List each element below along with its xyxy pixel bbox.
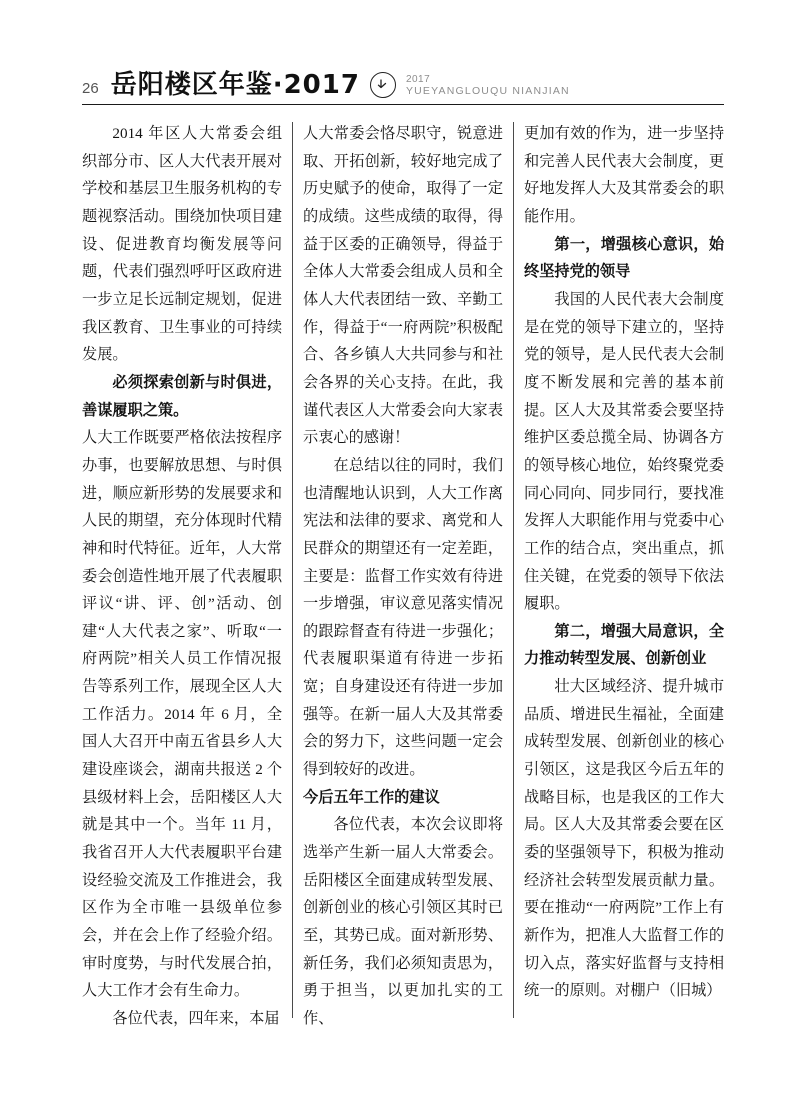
- section-heading: 第一，增强核心意识，始终坚持党的领导: [524, 234, 724, 281]
- section-heading: 今后五年工作的建议: [303, 787, 440, 806]
- paragraph: 人大常委会恪尽职守，锐意进取、开拓创新，较好地完成了历史赋予的使命，取得了一定的成绩。这些成绩的取得，得益于区委的正确领导，得益于全体人大常委会组成人员和全体人大代表团结一致、辛勤工作，得益于“一府两院”积极配合、各乡镇人大共同参与和社会各界的关心支持。在此，我谨代表区人大常委会向大家表示衷心的感谢！: [303, 125, 503, 447]
- page-number: 26: [82, 80, 99, 97]
- paragraph: 人大工作既要严格依法按程序办事，也要解放思想、与时俱进，顺应新形势的发展要求和人民的期望，充分体现时代精神和时代特征。近年，人大常委会创造性地开展了代表履职评议“讲、评、创”活动、创建“人大代表之家”、听取“一府两院”相关人员工作情况报告等系列工作，展现全区人大工作活力。2014 年 6 月，全国人大召开中南五省县乡人大建设座谈会，湖南共报送 2 个县级材料上会，岳阳楼区人大就是其中一个。当年 11 月，我省召开人大代表履职平台建设经验交流及工作推进会，我区作为全市唯一县级单位参会，并在会上作了经验介绍。审时度势，与时代发展合拍，人大工作才会有生命力。: [82, 429, 282, 1000]
- arrow-down-circle-icon: [370, 72, 396, 98]
- page-header: [82, 60, 724, 106]
- column-divider-2: [503, 120, 524, 1020]
- paragraph: 各位代表，四年来，本届: [112, 1010, 280, 1027]
- article-columns: [82, 120, 724, 1027]
- header-english-year: 2017: [405, 74, 431, 86]
- paragraph: 壮大区域经济、提升城市品质、增进民生福祉，全面建成转型发展、创新创业的核心引领区，这是我区今后五年的战略目标，也是我区的工作大局。区人大及其常委会要在区委的坚强领导下，积极为推动经济社会转型发展贡献力量。要在推动“一府两院”工作上有新作为，把准人大监督工作的切入点，落实好监督与支持相统一的原则。对棚户（旧城）: [524, 678, 724, 1000]
- paragraph: 2014 年区人大常委会组织部分市、区人大代表开展对学校和基层卫生服务机构的专题视察活动。围绕加快项目建设、促进教育均衡发展等问题，代表们强烈呼吁区政府进一步立足长远制定规划，促进我区教育、卫生事业的可持续发展。: [82, 125, 282, 364]
- header-english: [406, 75, 570, 100]
- column-3: [524, 120, 724, 1020]
- header-english-name: YUEYANGLOUQU NIANJIAN: [405, 84, 570, 97]
- paragraph: 在总结以往的同时，我们也清醒地认识到，人大工作离宪法和法律的要求、离党和人民群众的期望还有一定差距，主要是：监督工作实效有待进一步增强，审议意见落实情况的跟踪督查有待进一步强化；代表履职渠道有待进一步拓宽；自身建设还有待进一步加强等。在新一届人大及其常委会的努力下，这些问题一定会得到较好的改进。: [303, 456, 503, 779]
- paragraph: 必须探索创新与时俱进，善谋履职之策。: [82, 373, 282, 419]
- column-2: [303, 120, 503, 1027]
- section-heading: 第二，增强大局意识，全力推动转型发展、创新创业: [524, 621, 724, 668]
- header-divider: [82, 104, 724, 105]
- header-row: [82, 60, 724, 100]
- paragraph: 我国的人民代表大会制度是在党的领导下建立的，坚持党的领导，是人民代表大会制度不断发展和完善的基本前提。区人大及其常委会要坚持维护区委总揽全局、协调各方的领导核心地位，始终聚党委同心同向、同步同行，要找准发挥人大职能作用与党委中心工作的结合点，突出重点，抓住关键，在党委的领导下依法履职。: [524, 290, 724, 613]
- page-title: 岳阳楼区年鉴·2017: [110, 70, 360, 100]
- column-1: [82, 120, 282, 1027]
- paragraph: 更加有效的作为，进一步坚持和完善人民代表大会制度，更好地发挥人大及其常委会的职能作用。: [524, 125, 724, 225]
- paragraph: 各位代表，本次会议即将选举产生新一届人大常委会。岳阳楼区全面建成转型发展、创新创业的核心引领区其时已至，其势已成。面对新形势、新任务，我们必须知责思为，勇于担当，以更加扎实的工作、: [303, 816, 503, 1027]
- column-divider-1: [282, 120, 303, 1020]
